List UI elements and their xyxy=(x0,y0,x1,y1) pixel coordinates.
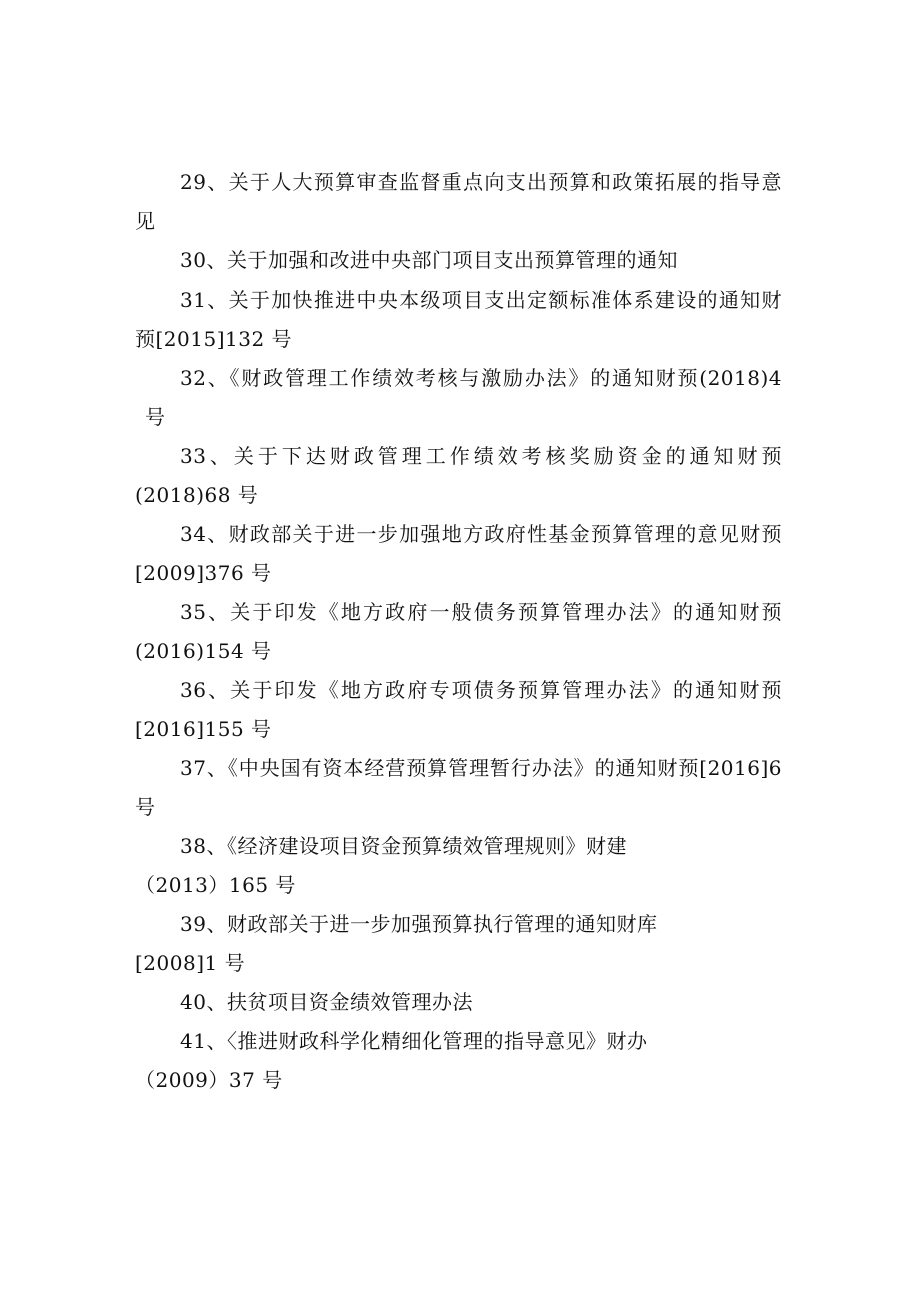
list-item-41-line1: 41、〈推进财政科学化精细化管理的指导意见》财办 xyxy=(180,1029,648,1053)
list-item-39-line2: [2008]1 号 xyxy=(135,951,246,975)
list-item-30-line1: 30、关于加强和改进中央部门项目支出预算管理的通知 xyxy=(180,248,678,272)
list-item-41-line2: （2009）37 号 xyxy=(135,1068,283,1092)
list-item-37-line2: 号 xyxy=(135,795,156,819)
list-item-29-line2: 见 xyxy=(135,209,156,233)
list-item-39-line1: 39、财政部关于进一步加强预算执行管理的通知财库 xyxy=(180,912,658,936)
list-item-36-line1: 36、关于印发《地方政府专项债务预算管理办法》的通知财预 xyxy=(180,678,782,702)
list-item-32-line1: 32、《财政管理工作绩效考核与激励办法》的通知财预(2018)4 xyxy=(180,366,782,390)
list-item-33-line2: (2018)68 号 xyxy=(135,483,259,507)
list-item-37-line1: 37、《中央国有资本经营预算管理暂行办法》的通知财预[2016]6 xyxy=(180,756,782,780)
list-item-38-line1: 38、《经济建设项目资金预算绩效管理规则》财建 xyxy=(180,834,627,858)
list-item-35-line1: 35、关于印发《地方政府一般债务预算管理办法》的通知财预 xyxy=(180,600,782,624)
list-item-32-line2: 号 xyxy=(145,405,166,429)
list-item-40-line1: 40、扶贫项目资金绩效管理办法 xyxy=(180,990,473,1014)
list-item-31-line2: 预[2015]132 号 xyxy=(135,327,293,351)
list-item-38-line2: （2013）165 号 xyxy=(135,873,296,897)
list-item-31-line1: 31、关于加快推进中央本级项目支出定额标准体系建设的通知财 xyxy=(180,288,782,312)
list-item-34-line2: [2009]376 号 xyxy=(135,561,272,585)
list-item-36-line2: [2016]155 号 xyxy=(135,717,272,741)
list-item-33-line1: 33、关于下达财政管理工作绩效考核奖励资金的通知财预 xyxy=(180,444,782,468)
list-item-35-line2: (2016)154 号 xyxy=(135,639,272,663)
list-item-34-line1: 34、财政部关于进一步加强地方政府性基金预算管理的意见财预 xyxy=(180,522,782,546)
list-item-29-line1: 29、关于人大预算审查监督重点向支出预算和政策拓展的指导意 xyxy=(180,170,782,194)
